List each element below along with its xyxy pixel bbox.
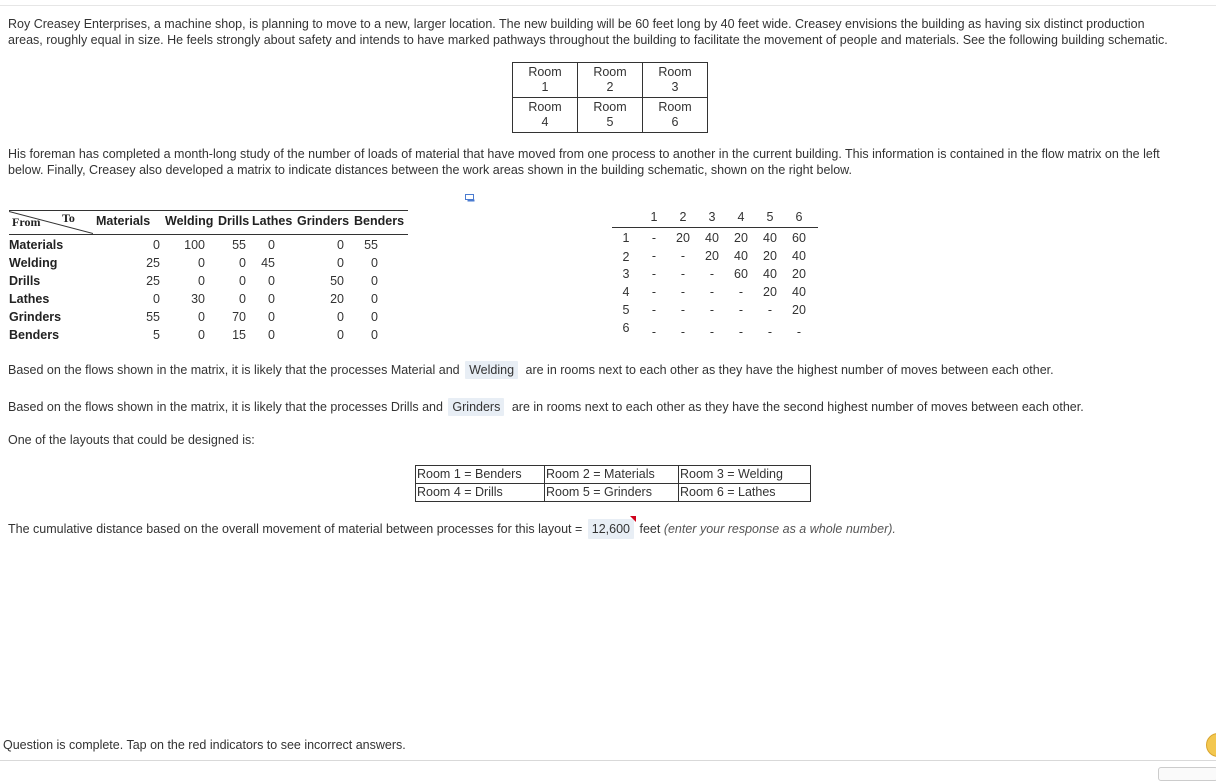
flow-row-label: Benders: [9, 328, 60, 342]
question-1-text-after: are in rooms next to each other as they have the highest number of moves between each other.: [525, 363, 1054, 377]
distance-cell: -: [680, 285, 686, 299]
distance-col-header: 2: [679, 210, 687, 224]
schematic-room-6: Room 6: [643, 98, 708, 133]
schematic-room-1: Room 1: [513, 63, 578, 98]
intro-line-1: Roy Creasey Enterprises, a machine shop, is planning to move to a new, larger location. The new building will be 60 feet long by 40 feet wide. Creasey envisions the building as having six distinct production: [8, 17, 1145, 31]
flow-cell: 0: [153, 238, 160, 252]
flow-cell: 30: [191, 292, 205, 306]
distance-cell: -: [709, 285, 715, 299]
distance-cell: -: [738, 303, 744, 317]
incorrect-indicator-icon[interactable]: [630, 516, 636, 522]
flow-cell: 5: [153, 328, 160, 342]
distance-cell: 40: [705, 231, 719, 245]
foreman-line-2: below. Finally, Creasey also developed a matrix to indicate distances between the work areas shown in the building schematic, shown on the right below.: [8, 163, 852, 177]
distance-row-label: 6: [622, 321, 630, 335]
layout-intro: One of the layouts that could be designed is:: [8, 433, 255, 447]
flow-cell: 0: [337, 256, 344, 270]
question-2: [8, 399, 1084, 415]
flow-cell: 0: [371, 310, 378, 324]
flow-cell: 70: [232, 310, 246, 324]
flow-row-label: Lathes: [9, 292, 50, 306]
distance-cell: -: [738, 325, 744, 339]
flow-col-grinders: Grinders: [297, 214, 350, 228]
answer-grinders-field[interactable]: Grinders: [448, 398, 504, 416]
flow-cell: 0: [198, 310, 205, 324]
question-3-hint: (enter your response as a whole number).: [663, 522, 896, 536]
help-icon[interactable]: [1206, 733, 1216, 757]
distance-cell: 20: [792, 267, 806, 281]
flow-cell: 45: [261, 256, 275, 270]
distance-cell: -: [709, 267, 715, 281]
flow-cell: 0: [268, 274, 275, 288]
schematic-room-5: Room 5: [578, 98, 643, 133]
flow-cell: 0: [239, 256, 246, 270]
flow-cell: 0: [239, 274, 246, 288]
distance-col-header: 4: [737, 210, 745, 224]
distance-row-label: 1: [622, 231, 630, 245]
distance-cell: -: [651, 249, 657, 263]
distance-cell: -: [767, 325, 773, 339]
distance-col-header: 1: [650, 210, 658, 224]
flow-row-label: Materials: [9, 238, 64, 252]
flow-cell: 55: [232, 238, 246, 252]
intro-line-2: areas, roughly equal in size. He feels strongly about safety and intends to have marked pathways throughout the building to facilitate the movement of people and materials. See the following building schematic.: [8, 33, 1168, 47]
top-divider: [0, 5, 1216, 6]
distance-col-header: 6: [795, 210, 803, 224]
distance-cell: 20: [792, 303, 806, 317]
distance-cell: 60: [792, 231, 806, 245]
flow-cell: 15: [232, 328, 246, 342]
distance-cell: -: [680, 267, 686, 281]
flow-cell: 0: [268, 310, 275, 324]
flow-cell: 0: [337, 328, 344, 342]
foreman-line-1: His foreman has completed a month-long study of the number of loads of material that have moved from one process to another in the current building. This information is contained in the flow matrix on the left: [8, 147, 1160, 161]
distance-cell: -: [680, 249, 686, 263]
flow-cell: 0: [371, 274, 378, 288]
schematic-room-4: Room 4: [513, 98, 578, 133]
flow-cell: 0: [153, 292, 160, 306]
distance-cell: -: [651, 267, 657, 281]
distance-cell: -: [738, 285, 744, 299]
flow-cell: 0: [198, 256, 205, 270]
flow-cell: 25: [146, 256, 160, 270]
flow-cell: 55: [364, 238, 378, 252]
schematic-room-3: Room 3: [643, 63, 708, 98]
flow-cell: 0: [268, 328, 275, 342]
question-1-text-before: Based on the flows shown in the matrix, it is likely that the processes Material and: [8, 363, 460, 377]
flow-col-benders: Benders: [354, 214, 405, 228]
flow-col-materials: Materials: [96, 214, 151, 228]
distance-cell: -: [680, 325, 686, 339]
distance-cell: -: [680, 303, 686, 317]
distance-matrix: [612, 208, 820, 338]
distance-cell: -: [651, 231, 657, 245]
flow-cell: 0: [337, 310, 344, 324]
distance-cell: -: [651, 303, 657, 317]
status-message: Question is complete. Tap on the red indicators to see incorrect answers.: [3, 738, 406, 752]
distance-cell: 20: [763, 249, 777, 263]
flow-row-label: Grinders: [9, 310, 62, 324]
flow-cell: 0: [198, 274, 205, 288]
flow-col-drills: Drills: [218, 214, 250, 228]
question-1: [8, 362, 1054, 378]
question-3-text-before: The cumulative distance based on the overall movement of material between processes for this layout =: [8, 522, 583, 536]
answer-distance-wrapper: [588, 519, 634, 539]
distance-cell: -: [651, 285, 657, 299]
footer-divider: [0, 760, 1216, 761]
building-schematic: [512, 62, 708, 133]
distance-cell: 60: [734, 267, 748, 281]
flow-row-label: Drills: [9, 274, 41, 288]
layout-room-3: Room 3 = Welding: [679, 466, 811, 484]
distance-row-label: 3: [622, 267, 630, 281]
distance-cell: 20: [734, 231, 748, 245]
flow-cell: 0: [371, 328, 378, 342]
distance-cell: 20: [763, 285, 777, 299]
flow-header-bottom-rule: [9, 234, 408, 235]
answer-welding-field[interactable]: Welding: [465, 361, 518, 379]
distance-cell: 40: [763, 267, 777, 281]
flow-col-lathes: Lathes: [252, 214, 293, 228]
distance-row-label: 2: [622, 250, 630, 264]
distance-col-header: 5: [766, 210, 774, 224]
distance-cell: -: [796, 325, 802, 339]
flow-cell: 0: [239, 292, 246, 306]
flow-cell: 0: [371, 256, 378, 270]
question-2-text-before: Based on the flows shown in the matrix, it is likely that the processes Drills and: [8, 400, 443, 414]
distance-row-label: 5: [622, 303, 630, 317]
question-3-unit: feet: [639, 522, 661, 536]
layout-room-1: Room 1 = Benders: [416, 466, 545, 484]
flow-cell: 50: [330, 274, 344, 288]
distance-cell: -: [767, 303, 773, 317]
schematic-room-2: Room 2: [578, 63, 643, 98]
distance-cell: 40: [763, 231, 777, 245]
footer-nav-tab[interactable]: [1158, 767, 1216, 781]
from-label: From: [12, 215, 41, 229]
flow-cell: 55: [146, 310, 160, 324]
distance-cell: 20: [705, 249, 719, 263]
layout-room-4: Room 4 = Drills: [416, 484, 545, 502]
layout-table: [415, 465, 811, 502]
flow-cell: 0: [371, 292, 378, 306]
flow-cell: 0: [337, 238, 344, 252]
flow-cell: 0: [268, 238, 275, 252]
expand-icon[interactable]: [465, 194, 475, 202]
distance-cell: 40: [734, 249, 748, 263]
question-2-text-after: are in rooms next to each other as they have the second highest number of moves between each other.: [511, 400, 1084, 414]
distance-cell: -: [709, 325, 715, 339]
flow-cell: 20: [330, 292, 344, 306]
distance-cell: 40: [792, 285, 806, 299]
flow-cell: 0: [198, 328, 205, 342]
to-label: To: [62, 211, 75, 225]
flow-col-welding: Welding: [165, 214, 214, 228]
distance-header-rule: [612, 227, 818, 228]
flow-cell: 100: [184, 238, 205, 252]
flow-cell: 25: [146, 274, 160, 288]
flow-cell: 0: [268, 292, 275, 306]
question-3: [8, 519, 896, 539]
flow-matrix: [8, 206, 408, 346]
layout-room-6: Room 6 = Lathes: [679, 484, 811, 502]
distance-cell: -: [709, 303, 715, 317]
layout-room-2: Room 2 = Materials: [545, 466, 679, 484]
flow-row-label: Welding: [9, 256, 58, 270]
distance-cell: 20: [676, 231, 690, 245]
answer-distance-field[interactable]: 12,600: [588, 519, 634, 539]
layout-room-5: Room 5 = Grinders: [545, 484, 679, 502]
distance-row-label: 4: [622, 285, 630, 299]
distance-cell: -: [651, 325, 657, 339]
distance-cell: 40: [792, 249, 806, 263]
distance-col-header: 3: [708, 210, 716, 224]
